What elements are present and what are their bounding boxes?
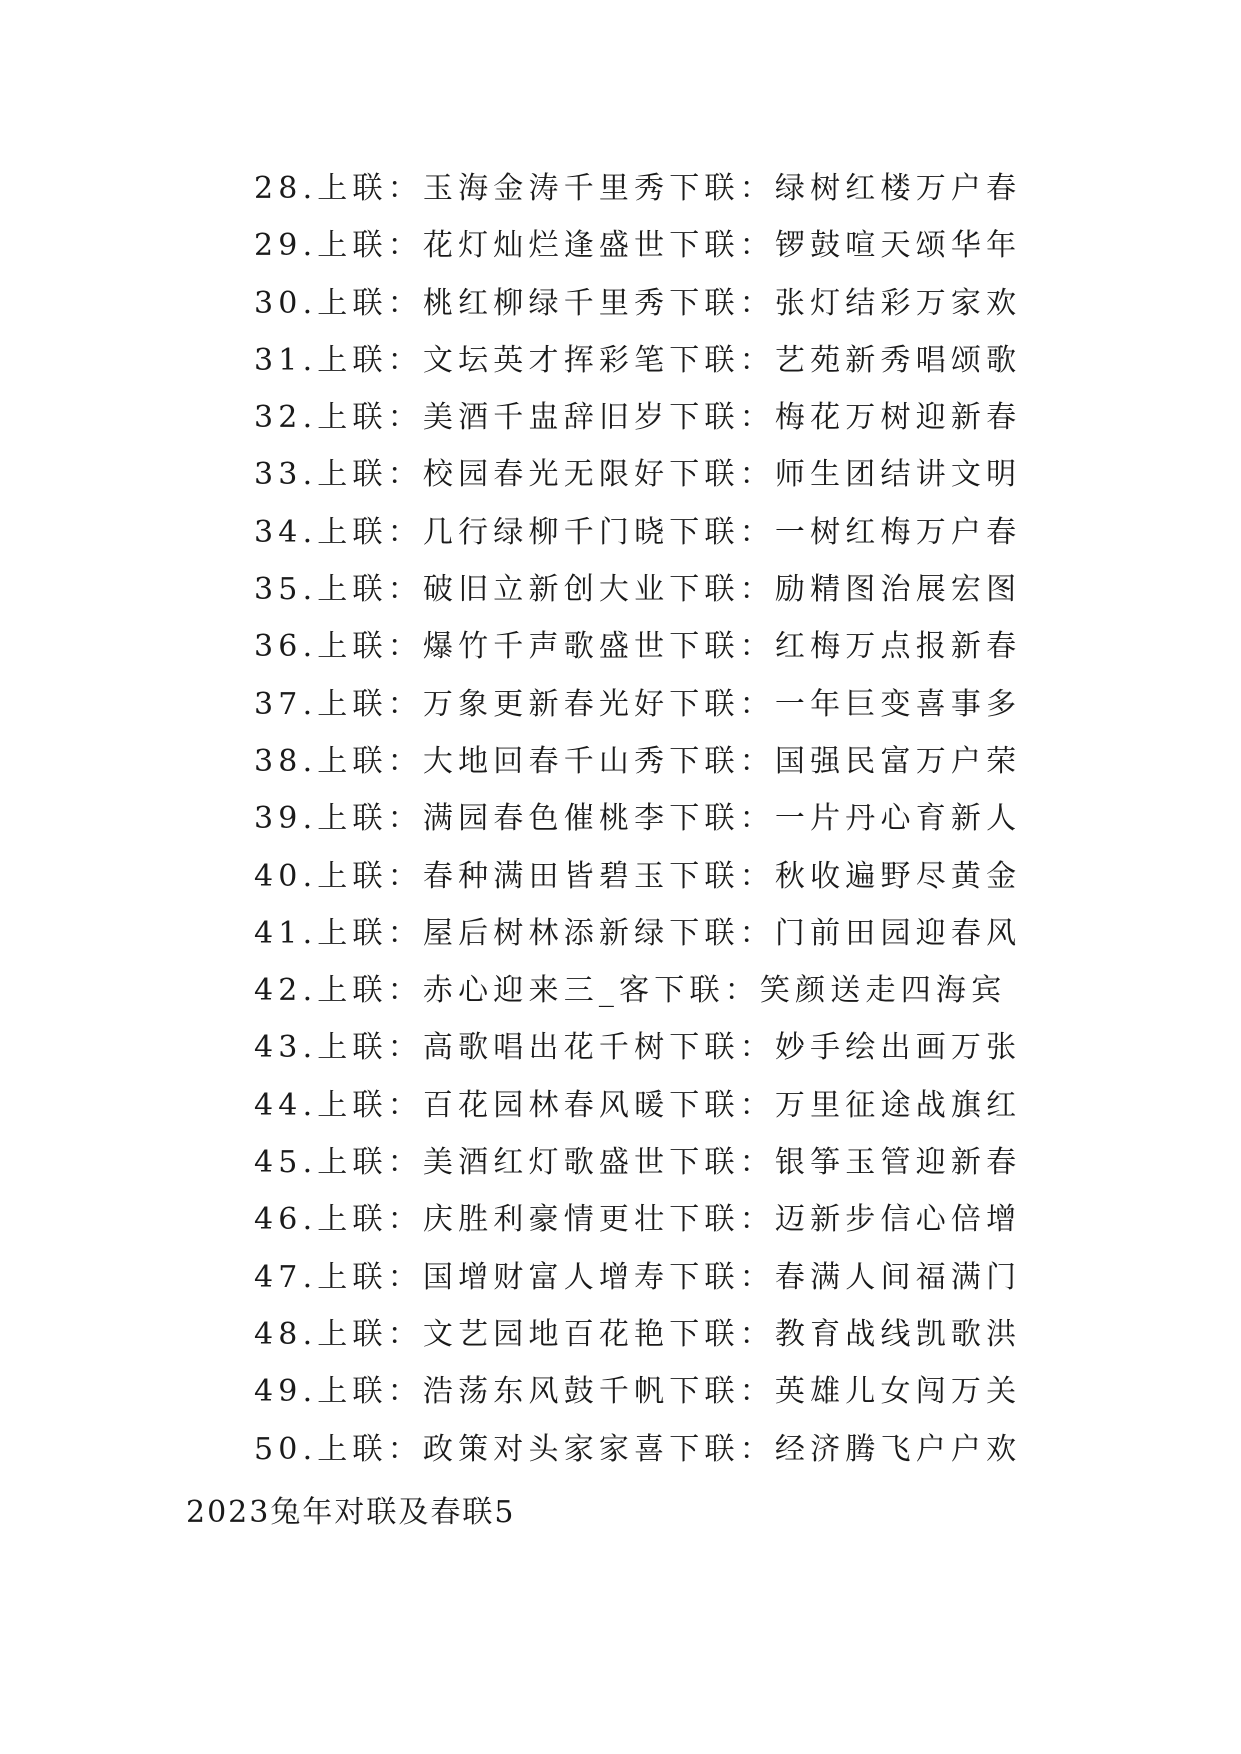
couplet-line-49: 49.上联：浩荡东风鼓千帆下联：英雄儿女闯万关	[254, 1374, 1022, 1410]
couplet-line-28: 28.上联：玉海金涛千里秀下联：绿树红楼万户春	[254, 171, 1022, 206]
couplet-line-40: 40.上联：春种满田皆碧玉下联：秋收遍野尽黄金	[254, 858, 1022, 894]
couplet-line-32: 32.上联：美酒千盅辞旧岁下联：梅花万树迎新春	[254, 400, 1022, 436]
couplet-line-36: 36.上联：爆竹千声歌盛世下联：红梅万点报新春	[254, 629, 1022, 665]
couplet-line-39: 39.上联：满园春色催桃李下联：一片丹心育新人	[254, 801, 1022, 837]
couplet-line-50: 50.上联：政策对头家家喜下联：经济腾飞户户欢	[254, 1431, 1022, 1467]
couplet-line-45: 45.上联：美酒红灯歌盛世下联：银筝玉管迎新春	[254, 1145, 1022, 1181]
couplet-line-41: 41.上联：屋后树林添新绿下联：门前田园迎春风	[254, 915, 1022, 951]
couplet-line-44: 44.上联：百花园林春风暖下联：万里征途战旗红	[254, 1087, 1022, 1123]
document-section-title: 2023兔年对联及春联5	[186, 1495, 516, 1530]
couplet-line-48: 48.上联：文艺园地百花艳下联：教育战线凯歌洪	[254, 1316, 1022, 1352]
couplet-line-38: 38.上联：大地回春千山秀下联：国强民富万户荣	[254, 743, 1022, 779]
couplet-line-46: 46.上联：庆胜利豪情更壮下联：迈新步信心倍增	[254, 1202, 1022, 1238]
couplet-line-30: 30.上联：桃红柳绿千里秀下联：张灯结彩万家欢	[254, 285, 1022, 321]
couplet-line-42: 42.上联：赤心迎来三_客下联：笑颜送走四海宾	[254, 973, 1007, 1009]
couplet-line-33: 33.上联：校园春光无限好下联：师生团结讲文明	[254, 457, 1022, 493]
couplet-line-29: 29.上联：花灯灿烂逢盛世下联：锣鼓喧天颂华年	[254, 228, 1022, 264]
couplet-line-37: 37.上联：万象更新春光好下联：一年巨变喜事多	[254, 686, 1022, 722]
couplet-list	[254, 160, 1022, 1478]
couplet-line-35: 35.上联：破旧立新创大业下联：励精图治展宏图	[254, 572, 1022, 608]
couplet-line-47: 47.上联：国增财富人增寿下联：春满人间福满门	[254, 1259, 1022, 1295]
couplet-line-31: 31.上联：文坛英才挥彩笔下联：艺苑新秀唱颂歌	[254, 342, 1022, 378]
couplet-line-34: 34.上联：几行绿柳千门晓下联：一树红梅万户春	[254, 514, 1022, 550]
couplet-line-43: 43.上联：高歌唱出花千树下联：妙手绘出画万张	[254, 1030, 1022, 1066]
